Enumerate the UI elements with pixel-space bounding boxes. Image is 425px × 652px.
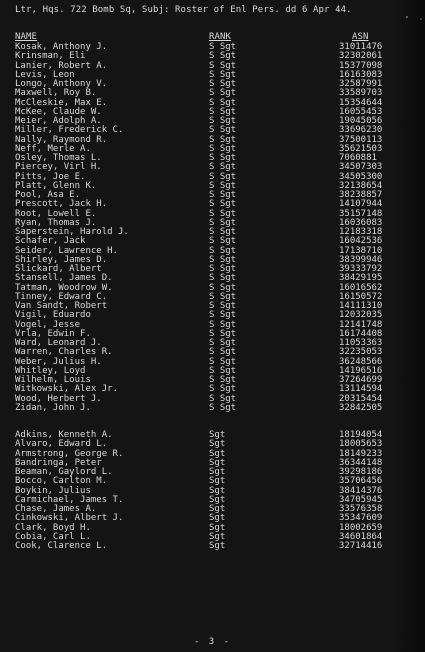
roster-asn: 36248566 (339, 356, 383, 367)
roster-rank: S Sgt (209, 328, 237, 339)
roster-asn: 16055453 (339, 106, 383, 117)
roster-rank: Sgt (209, 448, 226, 459)
roster-name: Seider, Lawrence H. (15, 245, 118, 256)
roster-rank: S Sgt (209, 180, 237, 191)
roster-asn: 12032035 (339, 310, 383, 321)
roster-asn: 35347609 (339, 513, 383, 524)
roster-rank: S Sgt (209, 217, 237, 228)
roster-name: Adkins, Kenneth A. (15, 430, 113, 440)
roster-asn: 18005653 (339, 439, 383, 450)
roster-rank: Sgt (209, 522, 226, 533)
roster-asn: 12141748 (339, 319, 383, 330)
roster-rank: Sgt (209, 494, 226, 505)
roster-asn: 11053363 (339, 338, 383, 348)
roster-rank: S Sgt (209, 60, 237, 71)
roster-name: Tatman, Woodrow W. (15, 282, 113, 293)
roster-rank: S Sgt (209, 338, 237, 348)
roster-asn: 38399946 (339, 254, 383, 265)
roster-rank: S Sgt (209, 106, 237, 117)
roster-name: Schafer, Jack (15, 236, 86, 247)
roster-name: Ryan, Thomas J. (15, 217, 97, 228)
roster-rank: S Sgt (209, 291, 237, 302)
roster-name: Bandringa, Peter (15, 457, 102, 468)
roster-asn: 32714416 (339, 541, 383, 551)
roster-rank: S Sgt (209, 143, 237, 154)
roster-name: Stansell, James D. (15, 273, 113, 284)
roster-asn: 16150572 (339, 291, 383, 302)
roster-asn: 34601864 (339, 531, 383, 542)
roster-name: Carmichael, James T. (15, 494, 124, 505)
roster-name: Neff, Merle A. (15, 143, 91, 154)
roster-name: Ward, Leonard J. (15, 338, 102, 348)
roster-name: Slickard, Albert (15, 264, 102, 274)
roster-name: Zidan, John J. (15, 402, 91, 413)
roster-asn: 34505300 (339, 171, 383, 182)
roster-asn: 38429195 (339, 273, 383, 284)
roster-rank: S Sgt (209, 88, 237, 99)
roster-name: Warren, Charles R. (15, 347, 113, 358)
roster-asn: 35621503 (339, 143, 383, 154)
roster-rank: S Sgt (209, 236, 237, 247)
roster-asn: 33576358 (339, 504, 383, 514)
roster-asn: 14111310 (339, 301, 383, 311)
roster-rank: S Sgt (209, 273, 237, 284)
roster-asn: 7060881 (339, 153, 377, 163)
column-header-rank: RANK (209, 32, 232, 42)
roster-name: Van Sandt, Robert (15, 301, 108, 311)
roster-asn: 18194054 (339, 430, 383, 440)
roster-row (15, 542, 405, 551)
roster-rank: S Sgt (209, 310, 237, 321)
roster-rank: S Sgt (209, 375, 237, 385)
roster-rank: S Sgt (209, 356, 237, 367)
roster-name: Witkowski, Alex Jr. (15, 384, 118, 395)
roster-asn: 33696230 (339, 125, 383, 136)
roster-asn: 15377098 (339, 60, 383, 71)
roster-rank: Sgt (209, 541, 226, 551)
roster-rank: S Sgt (209, 208, 237, 219)
roster-name: Armstrong, George R. (15, 448, 124, 459)
roster-asn: 39333792 (339, 264, 383, 274)
staff-sergeant-section (15, 43, 405, 413)
roster-asn: 16042536 (339, 236, 383, 247)
roster-name: Pool, Asa E. (15, 190, 81, 200)
roster-asn: 17138710 (339, 245, 383, 256)
roster-rank: S Sgt (209, 190, 237, 200)
roster-asn: 13114594 (339, 384, 383, 395)
roster-rank: S Sgt (209, 365, 237, 376)
roster-asn: 32235053 (339, 347, 383, 358)
roster-rank: Sgt (209, 457, 226, 468)
roster-rank: S Sgt (209, 79, 237, 89)
roster-name: Vigil, Eduardo (15, 310, 91, 321)
speck-mark (406, 16, 408, 18)
roster-rank: S Sgt (209, 199, 237, 210)
roster-name: Longo, Anthony V. (15, 79, 108, 89)
roster-list (15, 43, 405, 551)
roster-asn: 37264699 (339, 375, 383, 385)
roster-asn: 38238857 (339, 190, 383, 200)
roster-asn: 39298186 (339, 467, 383, 477)
roster-name: Levis, Leon (15, 69, 75, 80)
roster-asn: 34507303 (339, 162, 383, 173)
roster-name: Weber, Julius H. (15, 356, 102, 367)
roster-rank: S Sgt (209, 282, 237, 293)
roster-name: McKee, Claude W. (15, 106, 102, 117)
roster-rank: S Sgt (209, 393, 237, 404)
roster-name: Miller, Frederick C. (15, 125, 124, 136)
roster-asn: 14107944 (339, 199, 383, 210)
roster-rank: S Sgt (209, 116, 237, 126)
roster-rank: S Sgt (209, 134, 237, 145)
roster-rank: S Sgt (209, 153, 237, 163)
roster-name: Alvaro, Edward L. (15, 439, 108, 450)
roster-asn: 36344148 (339, 457, 383, 468)
roster-name: Whitley, Loyd (15, 365, 86, 376)
roster-name: Chase, James A. (15, 504, 97, 514)
roster-rank: S Sgt (209, 69, 237, 80)
roster-row (15, 404, 405, 413)
roster-name: Pitts, Joe E. (15, 171, 86, 182)
roster-rank: Sgt (209, 504, 226, 514)
roster-rank: S Sgt (209, 245, 237, 256)
roster-asn: 16174408 (339, 328, 383, 339)
roster-asn: 16016562 (339, 282, 383, 293)
roster-asn: 32587991 (339, 79, 383, 89)
roster-name: McCleskie, Max E. (15, 97, 108, 108)
roster-rank: S Sgt (209, 171, 237, 182)
roster-rank: S Sgt (209, 227, 237, 237)
roster-name: Root, Lowell E. (15, 208, 97, 219)
roster-asn: 32138654 (339, 180, 383, 191)
roster-asn: 14196516 (339, 365, 383, 376)
roster-rank: Sgt (209, 531, 226, 542)
roster-name: Meier, Adolph A. (15, 116, 102, 126)
roster-name: Saperstein, Harold J. (15, 227, 129, 237)
roster-name: Platt, Glenn K. (15, 180, 97, 191)
roster-name: Vogel, Jesse (15, 319, 81, 330)
roster-asn: 12183318 (339, 227, 383, 237)
roster-name: Bocco, Carlton M. (15, 476, 108, 487)
roster-asn: 37500113 (339, 134, 383, 145)
roster-asn: 18149233 (339, 448, 383, 459)
roster-rank: S Sgt (209, 402, 237, 413)
roster-name: Osley, Thomas L. (15, 153, 102, 163)
roster-rank: Sgt (209, 430, 226, 440)
page-number: - 3 - (193, 637, 232, 647)
roster-name: Cook, Clarence L. (15, 541, 108, 551)
roster-rank: S Sgt (209, 301, 237, 311)
roster-name: Cobia, Carl L. (15, 531, 91, 542)
roster-asn: 38414376 (339, 485, 383, 496)
roster-asn: 18002659 (339, 522, 383, 533)
roster-asn: 15354644 (339, 97, 383, 108)
roster-name: Kosak, Anthony J. (15, 42, 108, 52)
roster-asn: 35157148 (339, 208, 383, 219)
column-header-name: NAME (15, 32, 38, 42)
roster-asn: 16036083 (339, 217, 383, 228)
roster-asn: 34705945 (339, 494, 383, 505)
roster-name: Prescott, Jack H. (15, 199, 108, 210)
roster-asn: 31011476 (339, 42, 383, 52)
roster-name: Cinkowski, Albert J. (15, 513, 124, 524)
sergeant-section (15, 431, 405, 551)
roster-name: Wilhelm, Louis (15, 375, 91, 385)
document-header: Ltr, Hqs. 722 Bomb Sq, Subj: Roster of Enl Pers. dd 6 Apr 44. (15, 5, 352, 15)
roster-rank: S Sgt (209, 347, 237, 358)
roster-name: Shirley, James D. (15, 254, 108, 265)
roster-name: Nally, Raymond R. (15, 134, 108, 145)
roster-name: Lanier, Robert A. (15, 60, 108, 71)
roster-rank: Sgt (209, 476, 226, 487)
roster-rank: S Sgt (209, 319, 237, 330)
roster-asn: 33589703 (339, 88, 383, 99)
roster-asn: 32842505 (339, 402, 383, 413)
roster-asn: 20315454 (339, 393, 383, 404)
roster-name: Wood, Herbert J. (15, 393, 102, 404)
roster-name: Piercey, Virl H. (15, 162, 102, 173)
roster-asn: 32302061 (339, 51, 383, 62)
roster-rank: S Sgt (209, 97, 237, 108)
roster-rank: S Sgt (209, 384, 237, 395)
roster-rank: Sgt (209, 439, 226, 450)
roster-name: Vrla, Edwin F. (15, 328, 91, 339)
roster-rank: S Sgt (209, 254, 237, 265)
roster-asn: 35706456 (339, 476, 383, 487)
roster-rank: S Sgt (209, 51, 237, 62)
roster-asn: 16163083 (339, 69, 383, 80)
roster-name: Krinsman, Eli (15, 51, 86, 62)
roster-asn: 19045056 (339, 116, 383, 126)
roster-rank: Sgt (209, 485, 226, 496)
roster-rank: S Sgt (209, 162, 237, 173)
roster-name: Beaman, Gaylord L. (15, 467, 113, 477)
roster-name: Maxwell, Roy B. (15, 88, 97, 99)
roster-name: Clark, Boyd H. (15, 522, 91, 533)
column-header-asn: ASN (352, 32, 369, 42)
roster-rank: Sgt (209, 467, 226, 477)
roster-rank: S Sgt (209, 264, 237, 274)
roster-name: Tinney, Edward C. (15, 291, 108, 302)
roster-name: Boykin, Julius (15, 485, 91, 496)
roster-rank: S Sgt (209, 42, 237, 52)
speck-mark (420, 18, 422, 20)
roster-rank: S Sgt (209, 125, 237, 136)
roster-rank: Sgt (209, 513, 226, 524)
